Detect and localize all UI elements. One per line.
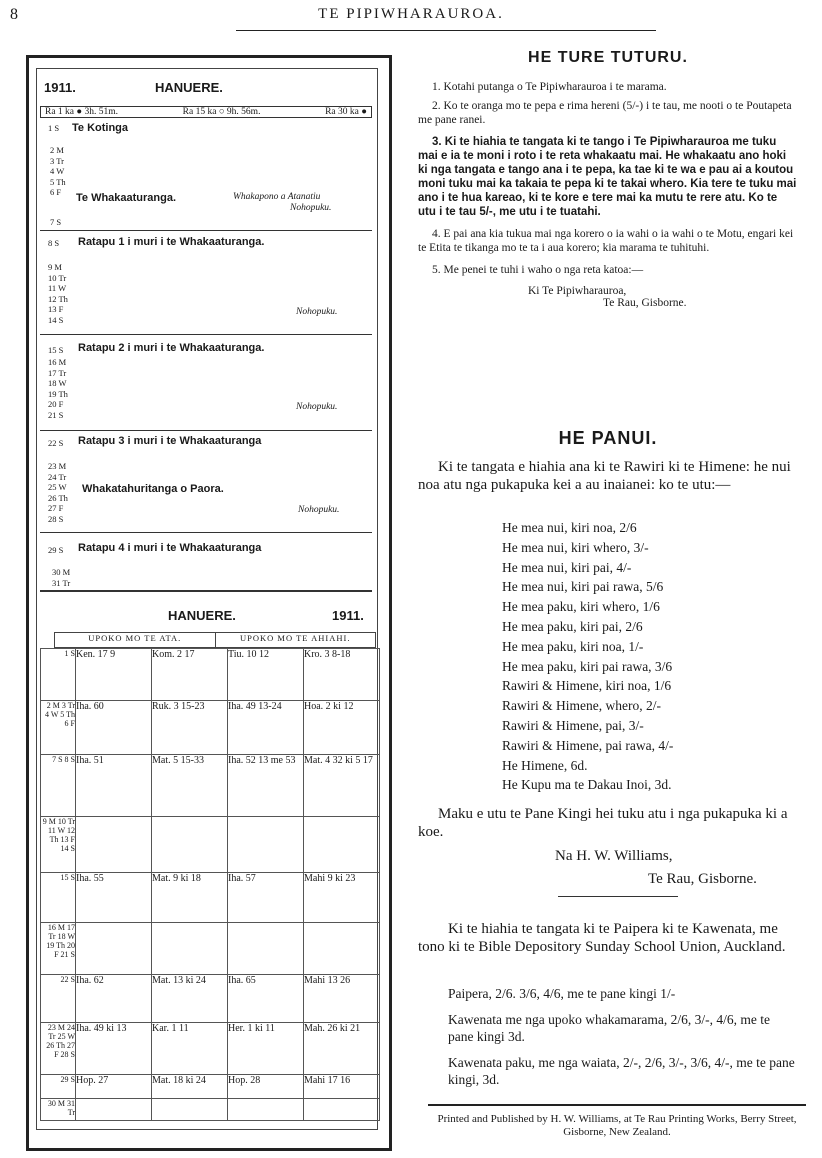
sunday-heading: Ratapu 3 i muri i te Whakaaturanga [78,435,262,447]
lesson-cell: Hop. 28 [228,1075,304,1099]
rules-title: HE TURE TUTURU. [528,49,688,66]
page-number: 8 [10,6,18,23]
table-row [41,1075,380,1099]
lesson-cell: Hop. 27 [76,1075,152,1099]
lesson-cell: Mah. 26 ki 21 [304,1023,380,1075]
price-item: He mea nui, kiri pai, 4/- [502,559,632,575]
footer-rule [428,1104,806,1106]
rule-2: 2. Ko te oranga mo te pepa e rima hereni (5/-) i te tau, me nooti o te Poutapeta me pane ranei. [418,100,792,126]
lesson-cell [152,817,228,873]
feast-heading: Te Whakaaturanga. [76,192,177,204]
price-item: He mea nui, kiri noa, 2/6 [502,520,637,535]
notice-title: HE PANUI. [558,428,658,448]
weekday-list: 23 M 24 Tr 25 W 26 Th 27 F 28 S [48,461,68,524]
week-rule [40,230,372,231]
lesson-cell: Mat. 4 32 ki 5 17 [304,755,380,817]
notice-rule [558,896,678,897]
day-cell: 22 S [41,975,76,1023]
day-cell: 23 M 24 Tr 25 W 26 Th 27 F 28 S [41,1023,76,1075]
day-label: 1 S [48,123,60,133]
fast-note: Nohopuku. [296,307,338,317]
lesson-cell: Iha. 55 [76,873,152,923]
lessons-header [54,632,376,648]
price-item: He Kupu ma te Dakau Inoi, 3d. [502,777,672,793]
lesson-cell: Iha. 52 13 me 53 [228,755,304,817]
moon-phase-1: Ra 1 ka ● 3h. 51m. [45,107,119,117]
price-item: He mea paku, kiri whero, 1/6 [502,599,660,615]
table-row [41,755,380,817]
moon-phase-3: Ra 30 ka ● [325,107,367,117]
day-cell: 1 S [41,649,76,701]
feast-heading: Whakatahuritanga o Paora. [82,483,224,495]
morning-header: UPOKO MO TE ATA. [55,633,216,647]
sunday-heading: Ratapu 4 i muri i te Whakaaturanga [78,542,262,554]
lesson-cell: Kar. 1 11 [152,1023,228,1075]
address-line-1: Ki Te Pipiwharauroa, [528,285,627,297]
lesson-cell: Kom. 2 17 [152,649,228,701]
calendar-year: 1911. [44,80,76,95]
lesson-cell: Mat. 5 15-33 [152,755,228,817]
lesson-cell: Iha. 62 [76,975,152,1023]
page-title: TE PIPIWHARAUROA. [318,6,504,22]
table-row [41,873,380,923]
lesson-cell: Tiu. 10 12 [228,649,304,701]
table-row [41,975,380,1023]
day-cell: 2 M 3 Tr 4 W 5 Th 6 F [41,701,76,755]
lesson-cell [152,923,228,975]
lessons-year: 1911. [332,608,364,623]
lesson-cell [76,923,152,975]
lesson-cell [76,1099,152,1121]
day-cell: 16 M 17 Tr 18 W 19 Th 20 F 21 S [41,923,76,975]
day-label: 15 S [48,345,64,355]
price-item: Rawiri & Himene, pai rawa, 4/- [502,737,674,753]
sunday-heading: Ratapu 1 i muri i te Whakaaturanga. [78,236,265,248]
day-cell: 7 S 8 S [41,755,76,817]
lesson-cell [304,923,380,975]
notice-intro: Ki te tangata e hiahia ana ki te Rawiri ki te Himene: he nui noa atu nga pukapuka kei a au inaianei: ko te utu:— [418,459,791,493]
lesson-cell: Mahi 13 26 [304,975,380,1023]
lesson-cell: Mahi 9 ki 23 [304,873,380,923]
table-row [41,1023,380,1075]
price-item: Rawiri & Himene, kiri noa, 1/6 [502,678,672,694]
moon-phase-2: Ra 15 ka ○ 9h. 56m. [182,107,261,117]
price-item: Rawiri & Himene, pai, 3/- [502,717,644,733]
lessons-month: HANUERE. [168,608,236,623]
lesson-cell: Iha. 49 ki 13 [76,1023,152,1075]
lesson-cell: Mat. 9 ki 18 [152,873,228,923]
lesson-cell: Iha. 57 [228,873,304,923]
notice-signature-address: Te Rau, Gisborne. [648,871,757,887]
fast-note: Nohopuku. [298,505,340,515]
lesson-cell: Iha. 65 [228,975,304,1023]
day-label: 8 S [48,238,60,248]
rule-4: 4. E pai ana kia tukua mai nga korero o ia wahi o ia wahi o te Motu, engari kei te Etita te tikanga mo te ta i aua korero; kia marama te tuhituhi. [418,228,794,254]
section-rule [40,590,372,592]
rules-body [418,80,798,309]
bible-price-2: Kawenata me nga upoko whakamarama, 2/6, 3/-, 4/6, me te pane kingi 3d. [448,1012,771,1044]
lesson-cell: Kro. 3 8-18 [304,649,380,701]
lesson-cell: Ken. 17 9 [76,649,152,701]
bible-price-3: Kawenata paku, me nga waiata, 2/-, 2/6, 3/-, 3/6, 4/-, me te pane kingi, 3d. [448,1055,795,1087]
lesson-cell: Mahi 17 16 [304,1075,380,1099]
bible-price-1: Paipera, 2/6. 3/6, 4/6, me te pane kingi 1/- [448,986,676,1001]
fast-note: Nohopuku. [290,203,332,213]
lesson-cell: Iha. 60 [76,701,152,755]
calendar-month: HANUERE. [155,80,223,95]
table-row [41,1099,380,1121]
price-item: He mea paku, kiri pai rawa, 3/6 [502,658,673,674]
evening-header: UPOKO MO TE AHIAHI. [240,633,351,643]
lesson-cell [304,817,380,873]
day-label: 22 S [48,438,64,448]
imprint: Printed and Published by H. W. Williams, at Te Rau Printing Works, Berry Street, Gisborne, New Zealand. [437,1113,797,1138]
rule-5: 5. Me penei te tuhi i waho o nga reta katoa:— [432,264,644,276]
address-line-2: Te Rau, Gisborne. [603,297,687,309]
week-rule [40,334,372,335]
weekday-list: 30 M 31 Tr [52,567,71,588]
day-cell: 15 S [41,873,76,923]
price-list [502,518,802,795]
table-row [41,649,380,701]
lesson-cell [76,817,152,873]
lesson-cell [152,1099,228,1121]
lesson-cell [228,1099,304,1121]
weekday-list: 9 M 10 Tr 11 W 12 Th 13 F 14 S [48,262,68,325]
day-label: 7 S [50,217,62,227]
week-rule [40,532,372,533]
rule-1: 1. Kotahi putanga o Te Pipiwharauroa i te marama. [432,81,667,93]
price-item: He mea paku, kiri noa, 1/- [502,638,644,654]
lesson-cell: Her. 1 ki 11 [228,1023,304,1075]
week-rule [40,430,372,431]
table-row [41,701,380,755]
bible-prices [418,985,798,1088]
lesson-cell [304,1099,380,1121]
lesson-cell: Mat. 18 ki 24 [152,1075,228,1099]
lesson-cell: Ruk. 3 15-23 [152,701,228,755]
day-cell: 9 M 10 Tr 11 W 12 Th 13 F 14 S [41,817,76,873]
lesson-cell: Mat. 13 ki 24 [152,975,228,1023]
lesson-cell: Iha. 51 [76,755,152,817]
fast-note: Nohopuku. [296,402,338,412]
lesson-cell: Iha. 49 13-24 [228,701,304,755]
lesson-cell [228,817,304,873]
price-item: He mea nui, kiri whero, 3/- [502,539,649,555]
price-item: He mea paku, kiri pai, 2/6 [502,618,643,634]
day-cell: 29 S [41,1075,76,1099]
day-label: 29 S [48,545,64,555]
table-row [41,817,380,873]
notice-signature: Na H. W. Williams, [555,848,673,864]
lesson-cell: Hoa. 2 ki 12 [304,701,380,755]
rule-3: 3. Ki te hiahia te tangata ki te tango i Te Pipiwharauroa me tuku mai e ia te moni i roto i te reta whakaatu mai. He whakaatu ano hoki ki nga tangata e tango ana i te pepa, ka tae ki te wa e pau ai a koutou moni tuku mai ka takaia te pepa ki te takai whero. Kia tere te tuku mai ano i te hua kareao, ki te kore e tere mai ka mutu te rere atu. Ko te utu i te tau 5/-, me utu i te tuatahi. [418,136,797,218]
sunday-heading: Ratapu 2 i muri i te Whakaaturanga. [78,342,265,354]
weekday-list: 2 M 3 Tr 4 W 5 Th 6 F [50,145,66,197]
weekday-list: 16 M 17 Tr 18 W 19 Th 20 F 21 S [48,357,68,420]
price-item: He mea nui, kiri pai rawa, 5/6 [502,579,664,595]
price-item: Rawiri & Himene, whero, 2/- [502,698,661,714]
lessons-table [40,648,380,1121]
lesson-cell [228,923,304,975]
feast-note: Whakapono a Atanatiu [233,192,321,202]
price-item: He Himene, 6d. [502,757,588,773]
day-cell: 30 M 31 Tr [41,1099,76,1121]
moon-phases [40,106,372,118]
table-row [41,923,380,975]
notice-outro: Maku e utu te Pane Kingi hei tuku atu i nga pukapuka ki a koe. [418,806,788,840]
bible-intro: Ki te hiahia te tangata ki te Paipera ki te Kawenata, me tono ki te Bible Depository Sunday School Union, Auckland. [418,921,786,955]
header-rule [236,30,656,31]
sunday-heading: Te Kotinga [72,122,129,134]
